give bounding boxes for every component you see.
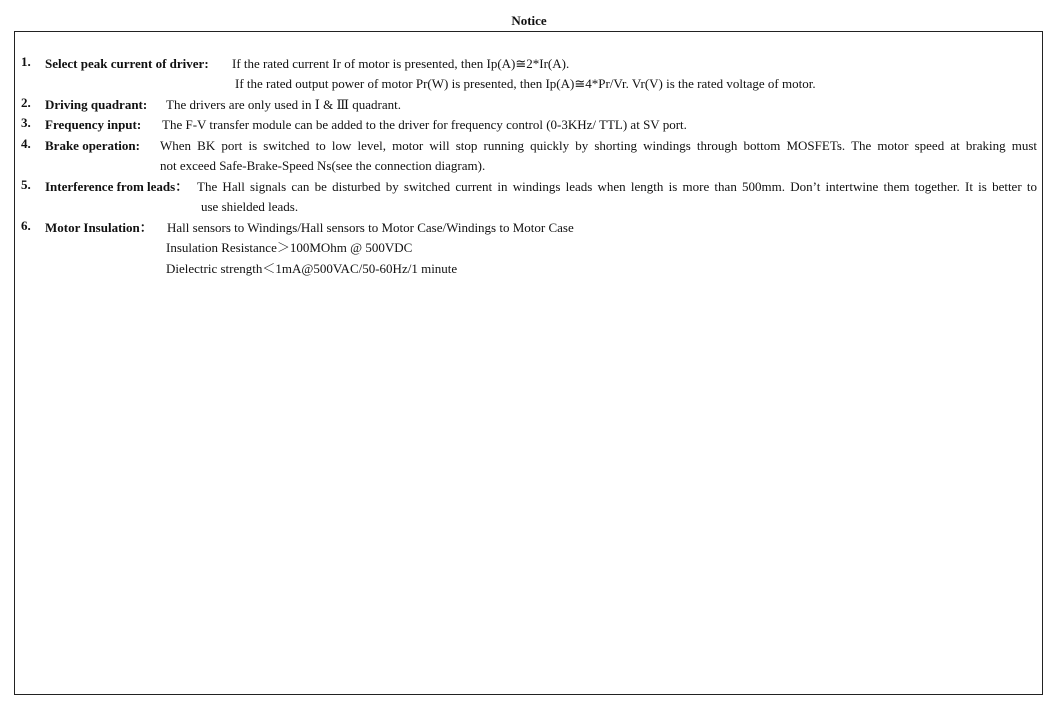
item-text-line: The Hall signals can be disturbed by switched current in windings leads when length is more than 500mm. Don’t intertwine them together. It is better to [197, 179, 1037, 194]
item-text-line: Dielectric strength＜1mA@500VAC/50-60Hz/1 minute [166, 261, 458, 276]
item-number: 4. [21, 136, 31, 151]
item-text-line: If the rated output power of motor Pr(W) is presented, then Ip(A)≅4*Pr/Vr. Vr(V) is the rated voltage of motor. [235, 76, 816, 91]
item-label: Frequency input: [45, 117, 142, 132]
item-text-line: When BK port is switched to low level, motor will stop running quickly by shorting windings through bottom MOSFETs. The motor speed at braking must [160, 138, 1037, 153]
item-label: Brake operation: [45, 138, 140, 153]
item-text-line: The drivers are only used in Ⅰ & Ⅲ quadrant. [166, 97, 401, 112]
item-number: 2. [21, 95, 31, 110]
item-text-line: not exceed Safe-Brake-Speed Ns(see the connection diagram). [160, 158, 486, 173]
item-text-line: The F-V transfer module can be added to the driver for frequency control (0-3KHz/ TTL) at SV port. [162, 117, 687, 132]
item-number: 5. [21, 177, 31, 192]
item-number: 1. [21, 54, 31, 69]
item-number: 6. [21, 218, 31, 233]
item-label: Motor Insulation： [45, 220, 153, 235]
item-label: Select peak current of driver: [45, 56, 209, 71]
item-text-line: Insulation Resistance＞100MOhm @ 500VDC [166, 240, 413, 255]
item-text-line: If the rated current Ir of motor is presented, then Ip(A)≅2*Ir(A). [232, 56, 570, 71]
item-label: Interference from leads： [45, 179, 189, 194]
item-label: Driving quadrant: [45, 97, 148, 112]
item-number: 3. [21, 115, 31, 130]
item-text-line: Hall sensors to Windings/Hall sensors to Motor Case/Windings to Motor Case [167, 220, 574, 235]
notice-title: Notice [511, 13, 547, 28]
item-text-line: use shielded leads. [201, 199, 299, 214]
